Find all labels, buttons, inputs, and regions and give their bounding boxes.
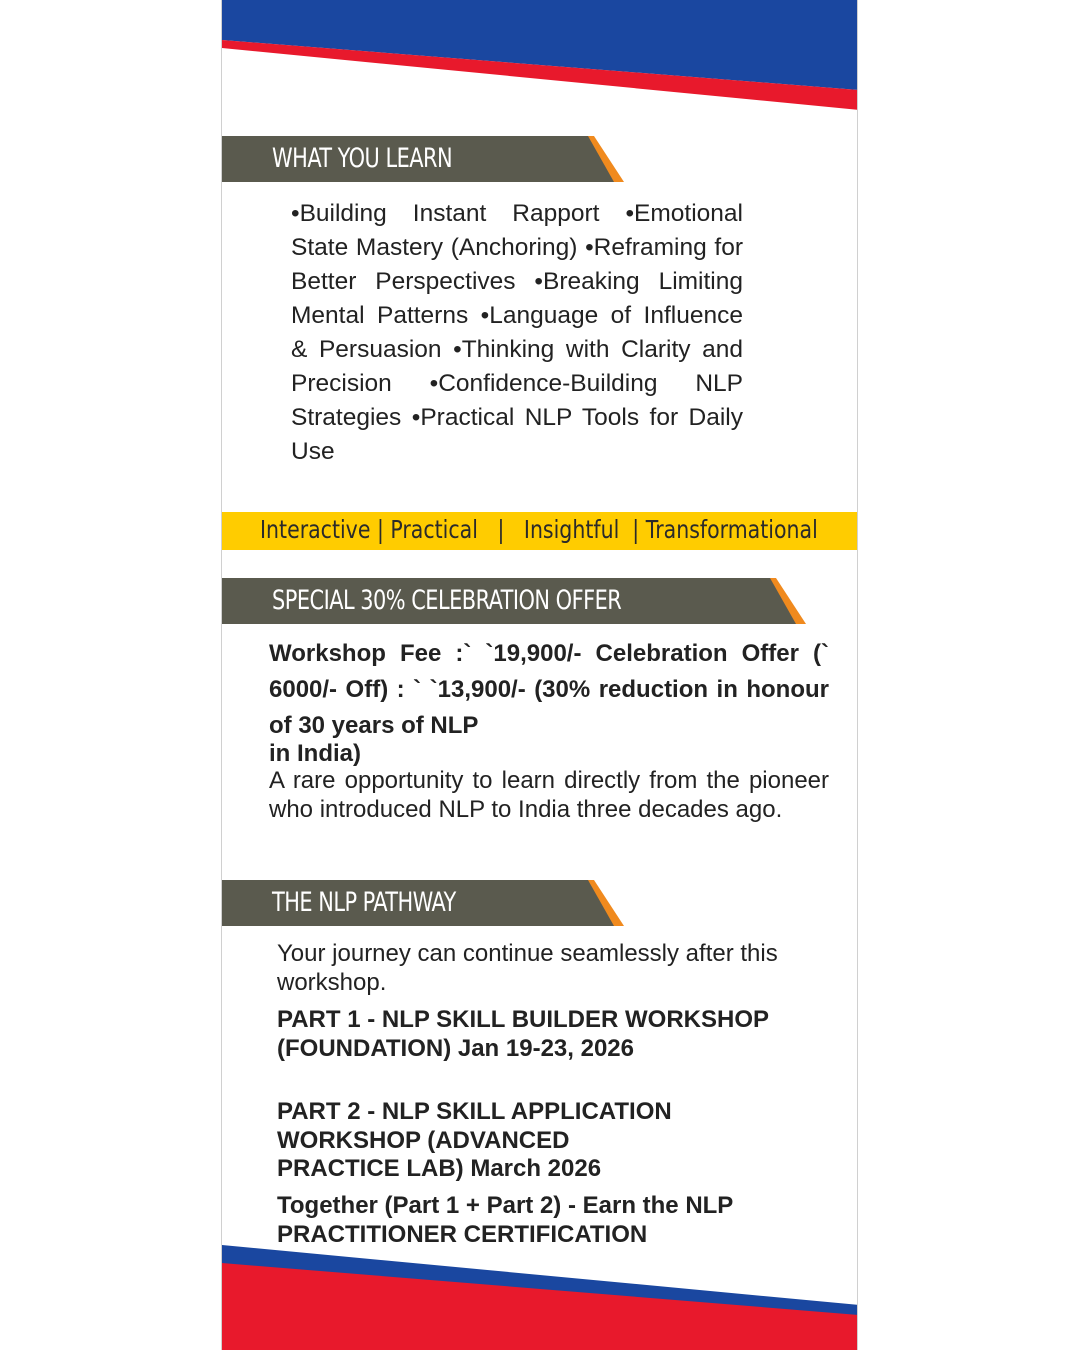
tagline-text: Interactive | Practical | Insightful | Transformational (260, 515, 818, 544)
part-1-text: PART 1 - NLP SKILL BUILDER WORKSHOP (FOUNDATION) Jan 19-23, 2026 (277, 1006, 769, 1062)
pathway-header (222, 880, 624, 926)
offer-header (222, 578, 806, 624)
pathway-intro: Your journey can continue seamlessly after this workshop. (277, 940, 778, 996)
top-swoosh-decoration (222, 0, 858, 115)
fee-line-end: in India) (269, 740, 361, 767)
workshop-fee-text (269, 636, 829, 768)
part-2-text: PART 2 - NLP SKILL APPLICATION WORKSHOP (ADVANCED PRACTICE LAB) March 2026 (277, 1098, 672, 1182)
what-you-learn-header (222, 136, 624, 182)
offer-description: A rare opportunity to learn directly from the pioneer who introduced NLP to India three decades ago. (269, 767, 829, 823)
bottom-swoosh-decoration (222, 1245, 858, 1350)
section-title: WHAT YOU LEARN (272, 143, 453, 174)
certification-text: Together (Part 1 + Part 2) - Earn the NLP PRACTITIONER CERTIFICATION (277, 1192, 734, 1248)
learn-topics-text: •Building Instant Rapport •Emotional State Mastery (Anchoring) •Reframing for Better Perspectives •Breaking Limiting Mental Patterns •Language of Influence & Persuasion •Thinking with Clarity and Precision •Confidence-Building NLP Strategies •Practical NLP Tools for Daily Use (291, 200, 743, 465)
section-title: THE NLP PATHWAY (272, 887, 456, 918)
tagline-bar (222, 512, 858, 550)
fee-line: Workshop Fee :` `19,900/- Celebration Offer (` 6000/- Off) : ` `13,900/- (30% reduction in honour of 30 years of NLP (269, 640, 829, 739)
flyer (221, 0, 858, 1350)
section-title: SPECIAL 30% CELEBRATION OFFER (272, 585, 622, 616)
